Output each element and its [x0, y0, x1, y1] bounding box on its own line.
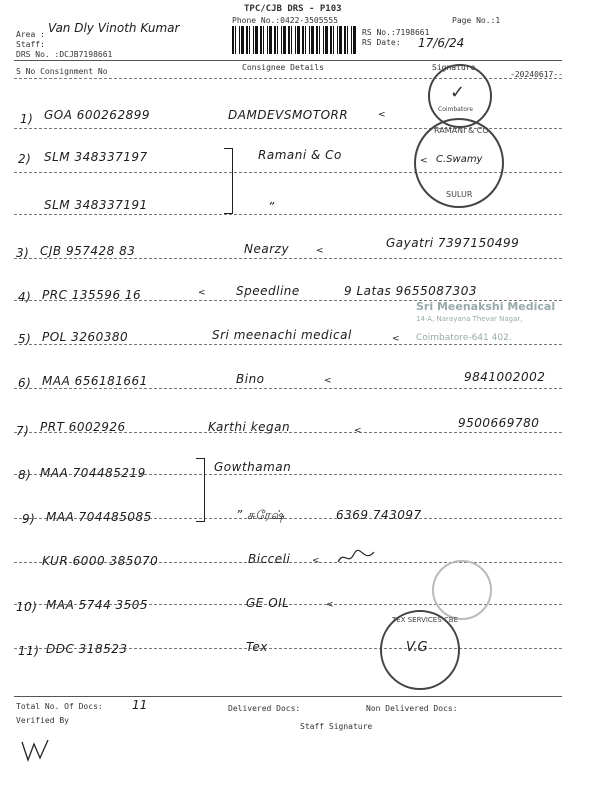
consignee-name: ” சுரேஷ்: [236, 508, 285, 522]
delivery-mark: <: [354, 426, 362, 436]
consignee-name: Ramani & Co: [258, 148, 342, 162]
receiver-phone: 6369 743097: [336, 508, 422, 522]
staff-label: Staff:: [16, 40, 45, 49]
receiver-phone: 9500669780: [458, 416, 540, 430]
consignee-name: Sri meenachi medical: [212, 328, 352, 342]
consignee-name: Bicceli: [248, 552, 291, 566]
row-number: 2): [18, 152, 32, 166]
page-number: Page No.:1: [452, 16, 501, 25]
row-number: 3): [16, 246, 30, 260]
row-number: 6): [18, 376, 32, 390]
delivery-mark: <: [312, 556, 320, 566]
stamp-mark: ✓: [450, 82, 466, 103]
row-number: 10): [16, 600, 38, 614]
delivery-mark: <: [324, 376, 332, 386]
ramani-stamp: [414, 118, 504, 208]
consignee-name: ”: [268, 200, 275, 214]
footer-divider: [14, 696, 562, 697]
meenakshi-medical-stamp: [416, 300, 566, 343]
staff-signature-label: Staff Signature: [300, 722, 373, 731]
stamp-text: Coimbatore: [438, 106, 473, 113]
phone-number: Phone No.:0422-3505555: [232, 16, 338, 25]
group-bracket: [196, 458, 205, 522]
row-number: 1): [20, 112, 34, 126]
delivery-mark: <: [326, 600, 334, 610]
stamp-top-text: RAMANI & CO: [434, 126, 489, 135]
rs-date-handwritten: 17/6/24: [418, 36, 465, 50]
row-number: 5): [18, 332, 32, 346]
row-divider: [14, 388, 562, 389]
tex-services-stamp: [380, 610, 460, 690]
area-label: Area :: [16, 30, 45, 39]
consignee-name: GE OIL: [246, 596, 290, 610]
header-divider-top: [14, 60, 562, 61]
consignee-name: Bino: [236, 372, 265, 386]
consignee-name: Karthi kegan: [208, 420, 291, 434]
receiver-signature: [336, 548, 376, 568]
consignee-name: Nearzy: [244, 242, 290, 256]
row-number: 7): [16, 424, 30, 438]
row-divider: [14, 214, 562, 215]
receiver-note: 9 Latas 9655087303: [344, 284, 477, 298]
receiver-note: Gayatri 7397150499: [386, 236, 520, 250]
verified-by-label: Verified By: [16, 716, 69, 725]
column-header-signature: Signature: [432, 63, 476, 72]
stamp-ring-text: TEX SERVICES CBE: [392, 616, 459, 624]
stamp-address-line1: 14-A, Narayana Thevar Nagar,: [416, 315, 523, 323]
consignment-number: SLM 348337197: [44, 150, 148, 164]
stamp-address-line2: Coimbatore-641 402.: [416, 333, 512, 343]
row-number: 11): [18, 644, 40, 658]
barcode: [232, 26, 356, 54]
consignment-number: SLM 348337191: [44, 198, 148, 212]
faint-stamp: [432, 560, 492, 620]
consignment-number: DDC 318523: [46, 642, 128, 656]
delivery-mark: <: [198, 288, 206, 298]
consignment-number: PRC 135596 16: [42, 288, 142, 302]
delivery-mark: <: [378, 110, 386, 120]
non-delivered-docs-label: Non Delivered Docs:: [366, 704, 458, 713]
row-divider: [14, 344, 562, 345]
row-number: 8): [18, 468, 32, 482]
rs-number: RS No.:7198661: [362, 28, 430, 37]
stamp-name: Sri Meenakshi Medical: [416, 300, 556, 313]
consignment-number: MAA 704485085: [46, 510, 152, 524]
receiver-signature: C.Swamy: [436, 154, 483, 165]
header-date: -20240617--: [510, 70, 563, 79]
document-title: TPC/CJB DRS - P103: [244, 4, 342, 14]
column-header-consignment: S No Consignment No: [16, 67, 108, 76]
row-number: 4): [18, 290, 32, 304]
stamp-initials: V.G: [406, 640, 428, 655]
stamp-bottom-text: SULUR: [446, 190, 473, 199]
total-docs-label: Total No. Of Docs:: [16, 702, 103, 711]
staff-name-handwritten: Van Dly Vinoth Kumar: [48, 21, 180, 35]
delivery-mark: <: [420, 156, 428, 166]
delivery-mark: <: [316, 246, 324, 256]
consignment-number: MAA 656181661: [42, 374, 148, 388]
column-header-consignee: Consignee Details: [242, 63, 324, 72]
row-divider: [14, 258, 562, 259]
row-number: 9): [22, 512, 36, 526]
consignment-number: MAA 5744 3505: [46, 598, 148, 612]
group-bracket: [224, 148, 233, 214]
drs-number: DRS No. :DCJB7198661: [16, 50, 113, 59]
delivery-mark: <: [392, 334, 400, 344]
consignee-name: Tex: [246, 640, 268, 654]
consignment-number: MAA 704485219: [40, 466, 146, 480]
consignment-number: PRT 6002926: [40, 420, 126, 434]
consignment-number: KUR 6000 385070: [42, 554, 159, 568]
consignment-number: GOA 600262899: [44, 108, 150, 122]
consignment-number: CJB 957428 83: [40, 244, 136, 258]
consignee-name: DAMDEVSMOTORR: [228, 108, 349, 122]
delivered-docs-label: Delivered Docs:: [228, 704, 301, 713]
verifier-signature: [18, 736, 54, 764]
total-docs-handwritten: 11: [132, 698, 148, 712]
rs-date-label: RS Date:: [362, 38, 401, 47]
receiver-phone: 9841002002: [464, 370, 546, 384]
consignee-name: Gowthaman: [214, 460, 292, 474]
consignment-number: POL 3260380: [42, 330, 129, 344]
consignee-name: Speedline: [236, 284, 300, 298]
